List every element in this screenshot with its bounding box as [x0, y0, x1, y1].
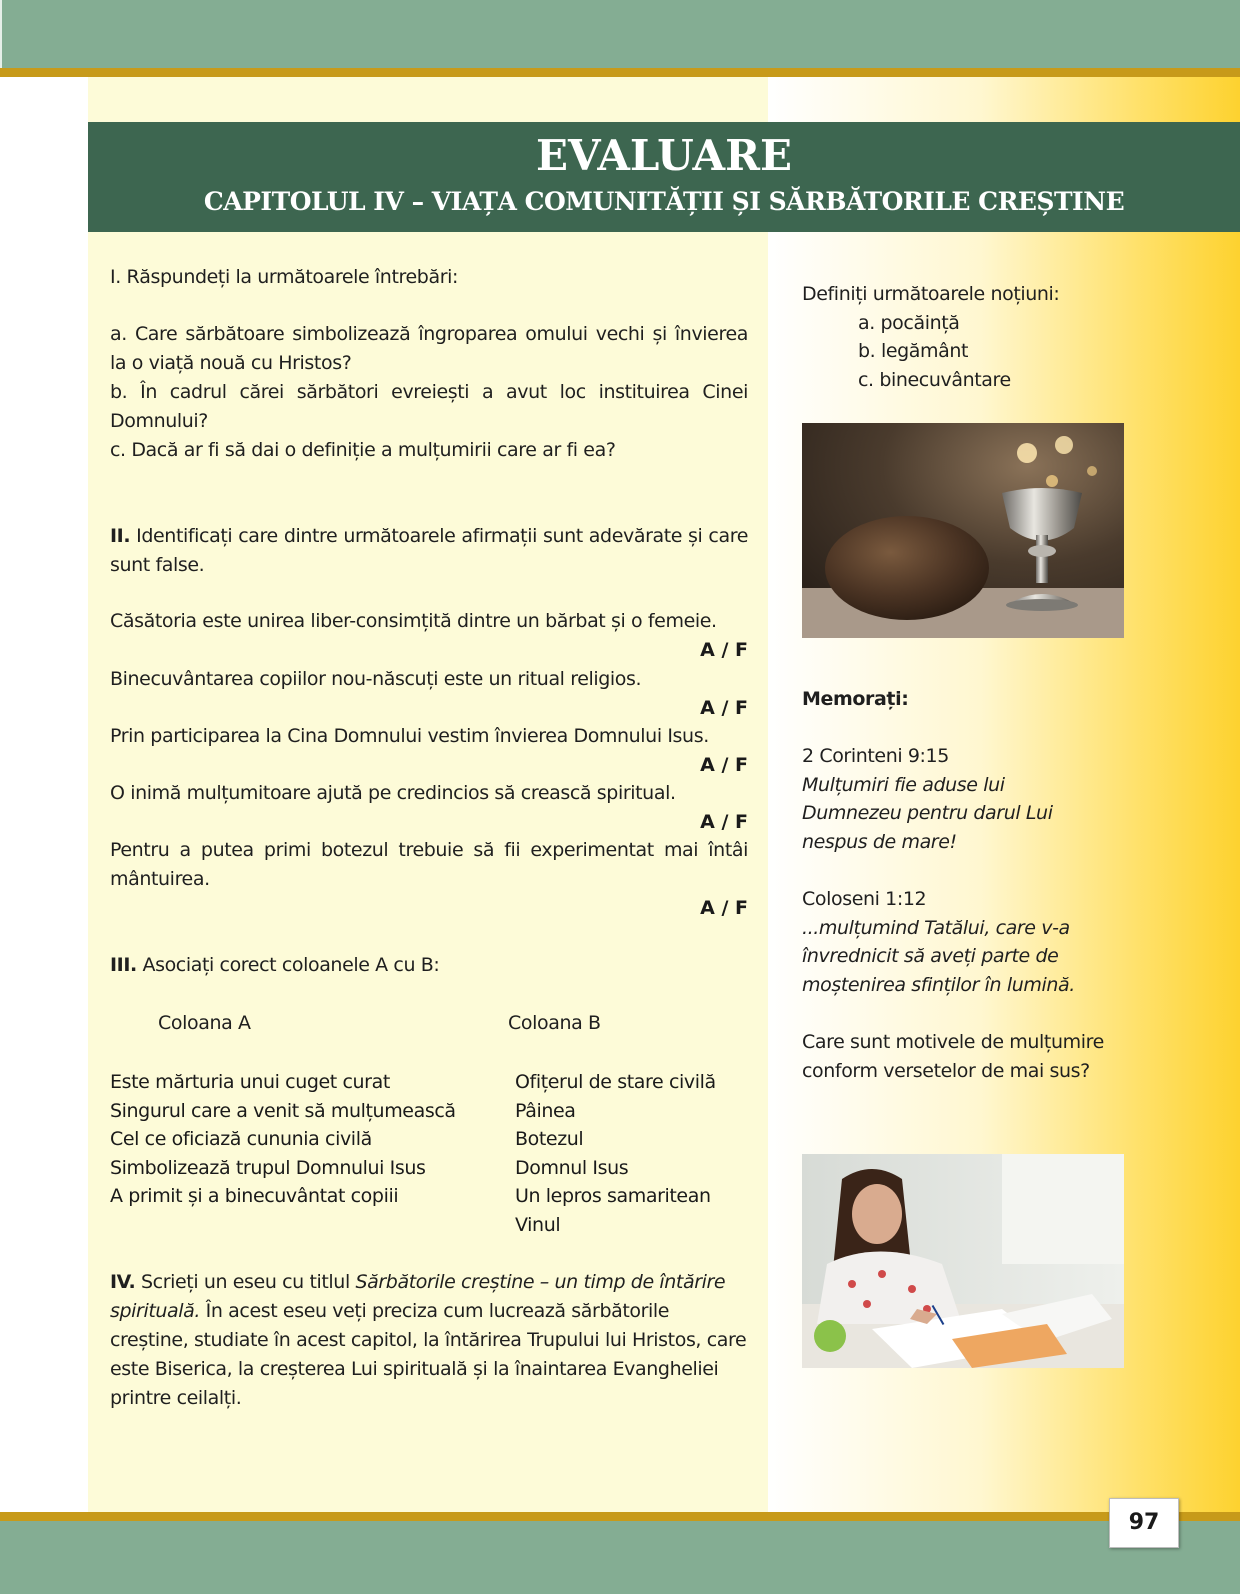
verse1-line: nespus de mare! — [802, 831, 957, 853]
column-a-item: Singurul care a venit să mulțumească — [110, 1099, 456, 1122]
verse2-line: moștenirea sfinților în lumină. — [802, 974, 1075, 996]
statement-2: Binecuvântarea copiilor nou-născuți este un ritual religios. — [110, 668, 642, 690]
bread-chalice-photo — [802, 423, 1124, 638]
section4-rest: În acest eseu veți preciza cum lucrează sărbătorile creștine, studiate în acest capitol, la întărirea Trupului lui Hristos, care este Biserica, la creșterea Lui spirituală și la înaintarea Evangheliei printre ceilalți. — [110, 1300, 747, 1409]
reflection-question-line: conform versetelor de mai sus? — [802, 1060, 1090, 1082]
statement-3: Prin participarea la Cina Domnului vestim învierea Domnului Isus. — [110, 725, 709, 747]
bottom-band — [0, 1521, 1240, 1594]
section1-heading-text: I. Răspundeți la următoarele întrebări: — [110, 266, 458, 288]
section1-heading — [110, 263, 458, 292]
column-b-item: Vinul — [515, 1213, 561, 1236]
verse1-line: Mulțumiri fie aduse lui — [802, 774, 1005, 796]
top-band — [0, 0, 1240, 68]
column-a-item: Este mărturia unui cuget curat — [110, 1071, 390, 1093]
column-b-item: Botezul — [515, 1128, 584, 1150]
column-a-item: Simbolizează trupul Domnului Isus — [110, 1156, 426, 1179]
section2-number: II. — [110, 525, 131, 547]
section4-essay — [110, 1268, 750, 1413]
column-b-item: Pâinea — [515, 1099, 576, 1122]
reflection-question-line: Care sunt motivele de mulțumire — [802, 1031, 1104, 1053]
column-a-list — [110, 1068, 456, 1211]
section2-heading-text: Identificați care dintre următoarele afirmații sunt adevărate și care sunt false. — [110, 525, 748, 576]
memorize-heading: Memorați: — [802, 688, 909, 710]
section4-number: IV. — [110, 1271, 136, 1293]
student-studying-photo — [802, 1154, 1124, 1368]
section3-heading-text: Asociați corect coloanele A cu B: — [136, 954, 440, 976]
chapter-subtitle: CAPITOLUL IV – VIAȚA COMUNITĂȚII ȘI SĂRBĂTORILE CREȘTINE — [203, 187, 1125, 216]
answer-mark-2: A / F — [700, 697, 748, 719]
answer-mark-3: A / F — [700, 754, 748, 776]
question-b: b. În cadrul cărei sărbători evreiești a avut loc instituirea Cinei Domnului? — [110, 381, 748, 432]
answer-mark-4: A / F — [700, 811, 748, 833]
define-heading: Definiți următoarele noțiuni: — [802, 283, 1060, 305]
statement-1: Căsătoria este unirea liber-consimțită dintre un bărbat și o femeie. — [110, 610, 717, 632]
essay-title: Sărbătorile creștine – un timp de întărire spirituală. — [110, 1271, 726, 1322]
define-item-2: b. legământ — [858, 340, 969, 362]
answer-mark-5: A / F — [700, 897, 748, 919]
page-header — [88, 122, 1240, 232]
statement-5: Pentru a putea primi botezul trebuie să fii experimentat mai întâi mântuirea. — [110, 839, 748, 890]
page-title: EVALUARE — [536, 131, 792, 180]
statement-4: O inimă mulțumitoare ajută pe credincios să crească spiritual. — [110, 782, 676, 804]
define-item-1: a. pocăință — [858, 312, 960, 334]
section3-number: III. — [110, 954, 137, 976]
page-number: 97 — [1109, 1498, 1179, 1548]
verse1-line: Dumnezeu pentru darul Lui — [802, 802, 1053, 824]
section3-heading — [110, 951, 439, 980]
answer-mark-1: A / F — [700, 639, 748, 661]
verse2-line: ...mulțumind Tatălui, care v-a — [802, 917, 1070, 939]
verse2-reference: Coloseni 1:12 — [802, 888, 927, 910]
section4-intro: Scrieți un eseu cu titlul — [135, 1271, 356, 1293]
top-gold-line — [0, 68, 1240, 77]
column-a-item: Cel ce oficiază cununia civilă — [110, 1128, 372, 1150]
column-b-item: Un lepros samaritean — [515, 1185, 711, 1207]
define-item-3: c. binecuvântare — [858, 369, 1011, 391]
top-edge — [0, 0, 2, 68]
column-a-title: Coloana A — [158, 1012, 251, 1034]
question-a: a. Care sărbătoare simbolizează îngroparea omului vechi și învierea la o viață nouă cu Hristos? — [110, 323, 748, 374]
column-b-item: Ofițerul de stare civilă — [515, 1071, 716, 1093]
verse1-reference: 2 Corinteni 9:15 — [802, 745, 949, 767]
column-b-item: Domnul Isus — [515, 1156, 629, 1179]
column-b-list — [515, 1068, 716, 1239]
question-c: c. Dacă ar fi să dai o definiție a mulțumirii care ar fi ea? — [110, 439, 616, 461]
section2-heading — [110, 522, 748, 580]
bottom-gold-line — [0, 1512, 1240, 1521]
column-b-title: Coloana B — [508, 1012, 601, 1034]
verse2-line: învrednicit să aveți parte de — [802, 945, 1059, 967]
column-a-item: A primit și a binecuvântat copiii — [110, 1185, 399, 1207]
